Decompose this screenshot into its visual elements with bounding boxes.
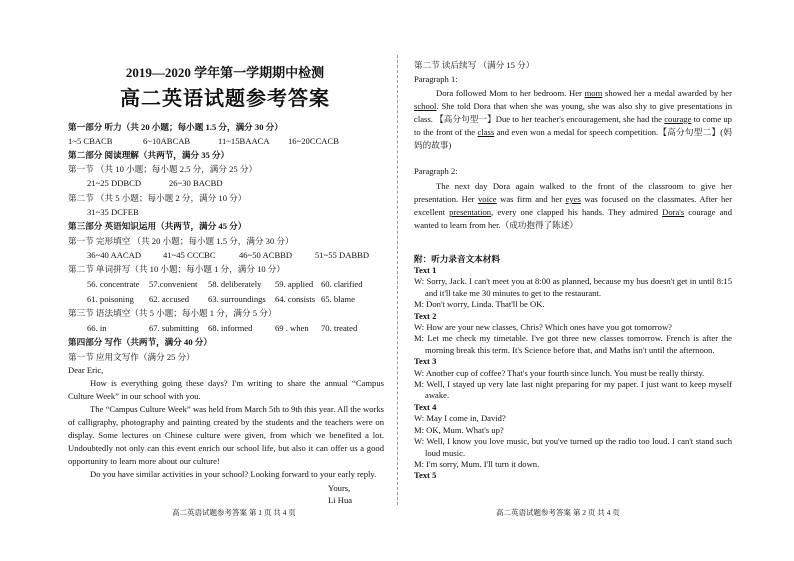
grammar-heading: 第三节 语法填空（共 5 小题；每小题 1 分，满分 5 分） [68,308,277,318]
sample-letter [68,364,384,481]
text-run: showed her a medal awarded by her [602,88,732,98]
letter-signature: Li Hua [328,495,353,505]
dialogue-line: M: I'm sorry, Mum. I'll turn it down. [414,458,540,469]
text-run: was focused on the classmates. After her excellent [414,194,732,217]
section2-answers: 31~35 DCFEB [87,207,139,217]
section2-heading: 第二节 （共 5 小题；每小题 2 分，满分 10 分） [68,193,247,203]
dialogue-line: M: Let me check my timetable. I've got three new classes tomorrow. French is after the morning break this term. It's Science before that, and Maths isn't until the afternoon. [414,333,732,355]
text-label: Text 1 [414,265,437,275]
part3-heading: 第三部分 英语知识运用（共两节，满分 45 分） [68,221,247,231]
part1-heading: 第一部分 听力（共 20 小题；每小题 1.5 分，满分 30 分） [68,122,283,132]
page-footer: 高二英语试题参考答案 第 2 页 共 4 页 [496,508,620,517]
section1-heading: 第一节 （共 10 小题；每小题 2.5 分，满分 25 分） [68,164,258,174]
grammar-answer: 69 . when [275,323,309,333]
part1-answers [68,136,339,147]
dialogue-line: W: Sorry, Jack. I can't meet you at 8:00 as planned, because my bus doesn't get in until 8:15 and it'll take me 30 minutes to get to the restaurant. [414,276,732,298]
cloze-answers [87,250,369,261]
dialogue-line: W: Well, I know you love music, but you've turned up the radio too loud. I can't stand such loud music. [414,436,732,458]
exam-title: 2019—2020 学年第一学期期中检测 [125,65,325,80]
word-answer: 60. clarified [321,279,363,289]
word-answer: 61. poisoning [87,294,134,304]
letter-closing: Yours, [328,483,351,493]
paragraph-label: Paragraph 2: [414,166,458,176]
text-label: Text 5 [414,470,437,481]
word-row [87,279,363,290]
answer-group: 21~25 DDBCD [87,178,142,188]
word-answer: 58. deliberately [208,279,262,289]
text-label: Text 3 [414,356,437,367]
letter-paragraph: The “Campus Culture Week” was held from March 5th to 9th this year. All the works of calligraphy, photography and painting created by the students and the teachers were on display. Some lectures on Chinese culture were given, from which we benefited a lot. Undoubtedly not only can this event enrich our school life, but also it can offer us a good opportunity to learn more about our culture! [68,404,384,466]
text-run: to come up to the front of the [414,114,732,137]
dialogue-line: W: May I come in, David? [414,413,506,424]
text-label: Text 4 [414,401,437,412]
grammar-answer: 70. treated [321,323,358,333]
answer-group: 11~15BAACA [218,136,270,146]
page-footer: 高二英语试题参考答案 第 1 页 共 4 页 [172,508,296,517]
continuation-writing-heading: 第二节 读后续写 （满分 15 分） [414,60,535,70]
word-row [87,294,355,305]
dialogue-line: W: How are your new classes, Chris? Which ones have you got tomorrow? [414,322,672,333]
underlined-word: presentation [449,207,492,217]
text-run: . She told Dora that when she was young, she was also shy to give presentations in class. 【高分句型一】Due to her teacher's encouragement, she had the [414,101,732,124]
answer-key-title: 高二英语试题参考答案 [120,88,330,110]
writing-heading: 第一节 应用文写作（满分 25 分） [68,352,195,362]
text-label: Text 2 [414,310,437,321]
underlined-word: school [414,101,437,111]
word-answer: 56. concentrate [87,279,140,289]
dialogue-line: M: Don't worry, Linda. That'll be OK. [414,299,545,310]
sample-paragraph-2 [414,180,732,232]
underlined-word: eyes [565,194,581,204]
dialogue-line: M: OK, Mum. What's up? [414,424,504,435]
underlined-word: Dora's [662,207,685,217]
answer-group: 1~5 CBACB [68,136,113,146]
word-spelling-heading: 第二节 单词拼写（共 10 小题；每小题 1 分，满分 10 分） [68,264,285,274]
right-page [414,0,734,561]
cloze-heading: 第一节 完形填空 （共 20 小题；每小题 1.5 分，满分 30 分） [68,236,294,246]
text-run: Dora followed Mom to her bedroom. Her [436,88,585,98]
text-run: , every one clapped his hands. They admired [491,207,663,217]
letter-greeting: Dear Eric, [68,365,104,375]
section1-answers [87,178,223,189]
left-page [60,0,390,561]
underlined-word: courage [664,114,692,124]
underlined-word: class [477,127,495,137]
sample-paragraph-1 [414,87,732,152]
word-answer: 65. blame [321,294,355,304]
letter-paragraph: Do you have similar activities in your school? Looking forward to your early reply. [90,469,377,479]
underlined-word: voice [478,194,497,204]
word-answer: 62. accused [149,294,190,304]
listening-transcript [414,265,732,482]
grammar-row [87,323,357,334]
word-answer: 64. consists [275,294,316,304]
word-answer: 57.convenient [149,279,198,289]
part4-heading: 第四部分 写作（共两节，满分 40 分） [68,337,212,347]
answer-group: 16~20CCACB [288,136,339,146]
answer-group: 6~10ABCAB [143,136,191,146]
dialogue-line: W: Another cup of coffee? That's your fourth since lunch. You must be really thirsty. [414,367,705,378]
grammar-answer: 67. submitting [149,323,199,333]
page-divider [397,55,398,505]
underlined-word: mom [584,88,603,98]
grammar-answer: 68. informed [208,323,253,333]
answer-group: 51~55 DABBD [315,250,370,260]
answer-group: 36~40 AACAD [87,250,142,260]
answer-group: 26~30 BACBD [169,178,223,188]
text-run: The next day Dora again walked to the front of the classroom to give her presentation. Her [414,181,732,204]
grammar-answer: 66. in [87,323,107,333]
word-answer: 59. applied [275,279,314,289]
word-answer: 63. surroundings [208,294,266,304]
dialogue-line: M: Well, I stayed up very late last night preparing for my paper. I just want to keep myself awake. [414,379,732,401]
text-run: courage and wanted to learn from her.（成功抱得了陈述） [414,207,732,230]
paragraph-label: Paragraph 1: [414,74,458,84]
text-run: and even won a medal for speech competition.【高分句型二】(妈妈的故事) [414,127,732,150]
answer-group: 41~45 CCCBC [163,250,216,260]
appendix-heading: 附：听力录音文本材料 [414,254,500,264]
part2-heading: 第二部分 阅读理解（共两节，满分 35 分） [68,150,230,160]
text-run: was firm and her [496,194,566,204]
answer-group: 46~50 ACBBD [239,250,293,260]
letter-paragraph: How is everything going these days? I'm writing to share the annual “Campus Culture Week” in our school with you. [68,378,384,401]
